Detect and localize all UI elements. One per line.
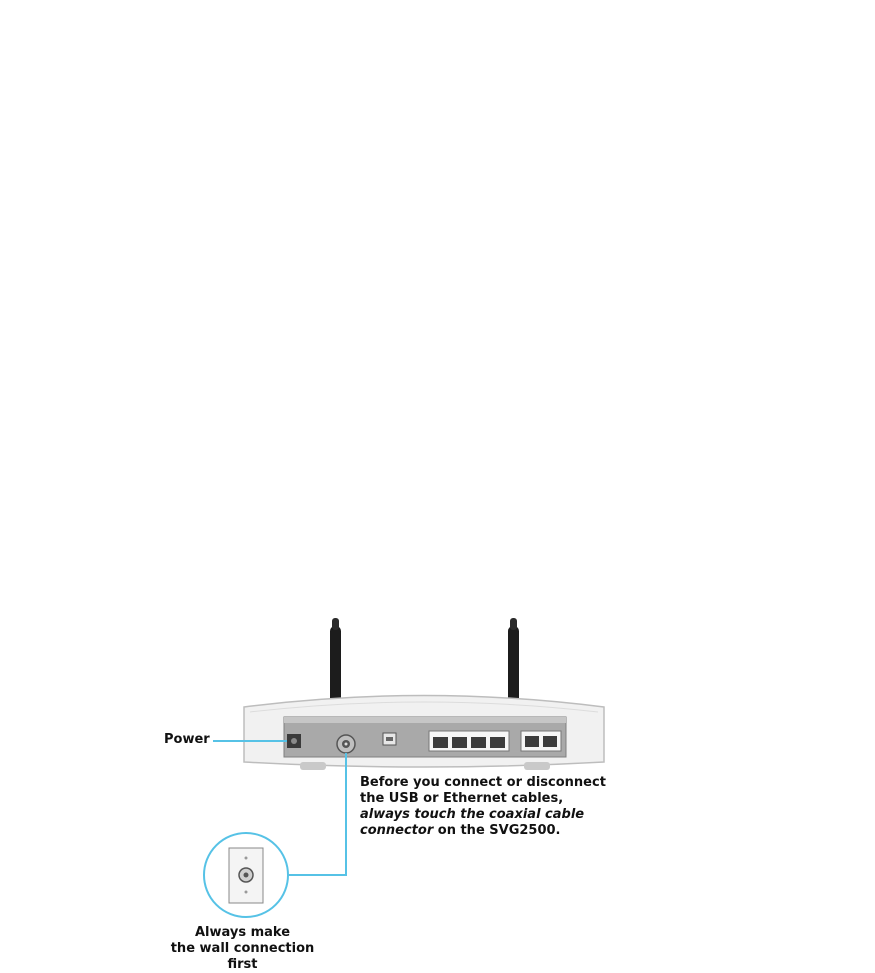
wall-jack-icon [204, 833, 288, 917]
note-line-3 [360, 807, 620, 823]
note-line-4 [360, 823, 620, 839]
ethernet-ports [429, 731, 509, 751]
wall-connection-label [150, 925, 335, 973]
wall-line-2: the wall connection [170, 941, 315, 956]
power-label: Power [164, 732, 210, 747]
power-port [287, 734, 301, 748]
note-line-2: the USB or Ethernet cables, [360, 791, 564, 806]
wall-line-3: first [227, 957, 258, 972]
note-line-4-rest: on the SVG2500. [433, 823, 561, 838]
note-line-4-emphasis: connector [360, 823, 434, 838]
coax-warning-note [360, 775, 620, 839]
wall-line-1: Always make [194, 925, 291, 940]
note-line-1: Before you connect or disconnect [360, 775, 606, 790]
phone-ports [521, 731, 561, 751]
note-line-3-emphasis: always touch the coaxial cable [360, 807, 585, 822]
usb-port [383, 733, 396, 745]
coax-callout-line [289, 753, 346, 875]
coax-connector [337, 735, 355, 753]
